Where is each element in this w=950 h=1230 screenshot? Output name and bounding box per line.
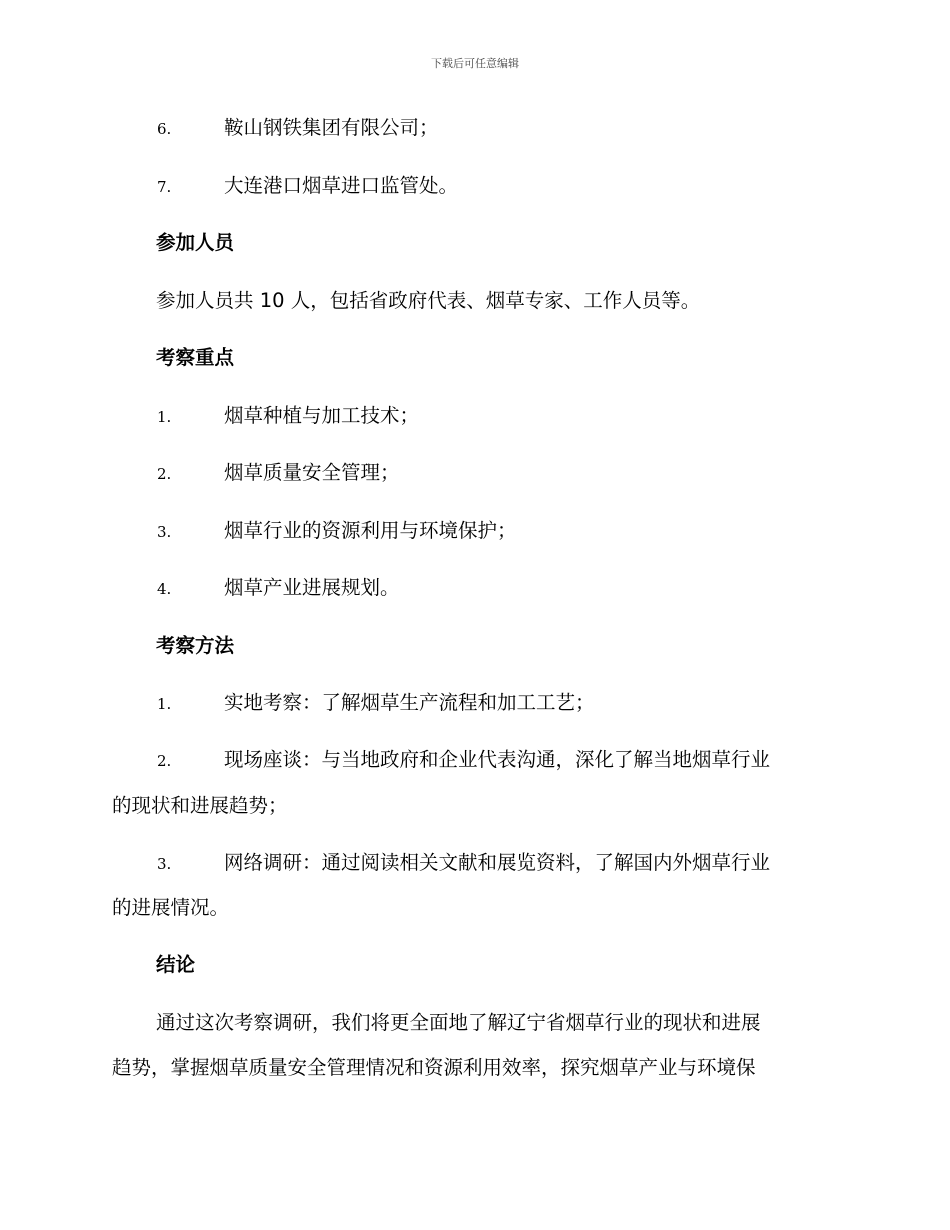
conclusion-text-line-1: 通过这次考察调研，我们将更全面地了解辽宁省烟草行业的现状和进展 [156, 1011, 761, 1034]
method-item-1-number: 1. [157, 695, 172, 713]
focus-item-1-number: 1. [157, 408, 172, 426]
focus-item-2-text: 烟草质量安全管理； [224, 461, 400, 484]
org-item-6-text: 鞍山钢铁集团有限公司； [224, 116, 439, 139]
org-item-7-text: 大连港口烟草进口监管处。 [224, 174, 459, 197]
method-item-2-number: 2. [157, 752, 172, 770]
focus-heading: 考察重点 [156, 346, 235, 369]
method-item-2-text-continued: 的现状和进展趋势； [112, 794, 288, 817]
method-item-3-text: 网络调研：通过阅读相关文献和展览资料，了解国内外烟草行业 [224, 851, 771, 874]
focus-item-1-text: 烟草种植与加工技术； [224, 404, 420, 427]
org-item-6-number: 6. [157, 120, 172, 138]
focus-item-4-text: 烟草产业进展规划。 [224, 576, 400, 599]
conclusion-text-line-2: 趋势，掌握烟草质量安全管理情况和资源利用效率，探究烟草产业与环境保 [112, 1056, 756, 1079]
method-item-3-text-continued: 的进展情况。 [112, 896, 230, 919]
participants-heading: 参加人员 [156, 231, 235, 254]
focus-item-4-number: 4. [157, 580, 172, 598]
method-item-2-text: 现场座谈：与当地政府和企业代表沟通，深化了解当地烟草行业 [224, 748, 771, 771]
page-watermark: 下载后可任意编辑 [431, 57, 519, 70]
conclusion-heading: 结论 [156, 953, 196, 976]
focus-item-2-number: 2. [157, 465, 172, 483]
participants-text: 参加人员共 10 人，包括省政府代表、烟草专家、工作人员等。 [156, 289, 701, 312]
method-item-3-number: 3. [157, 855, 172, 873]
method-item-1-text: 实地考察：了解烟草生产流程和加工工艺； [224, 691, 595, 714]
methods-heading: 考察方法 [156, 634, 235, 657]
focus-item-3-number: 3. [157, 523, 172, 541]
org-item-7-number: 7. [157, 178, 172, 196]
focus-item-3-text: 烟草行业的资源利用与环境保护； [224, 519, 517, 542]
